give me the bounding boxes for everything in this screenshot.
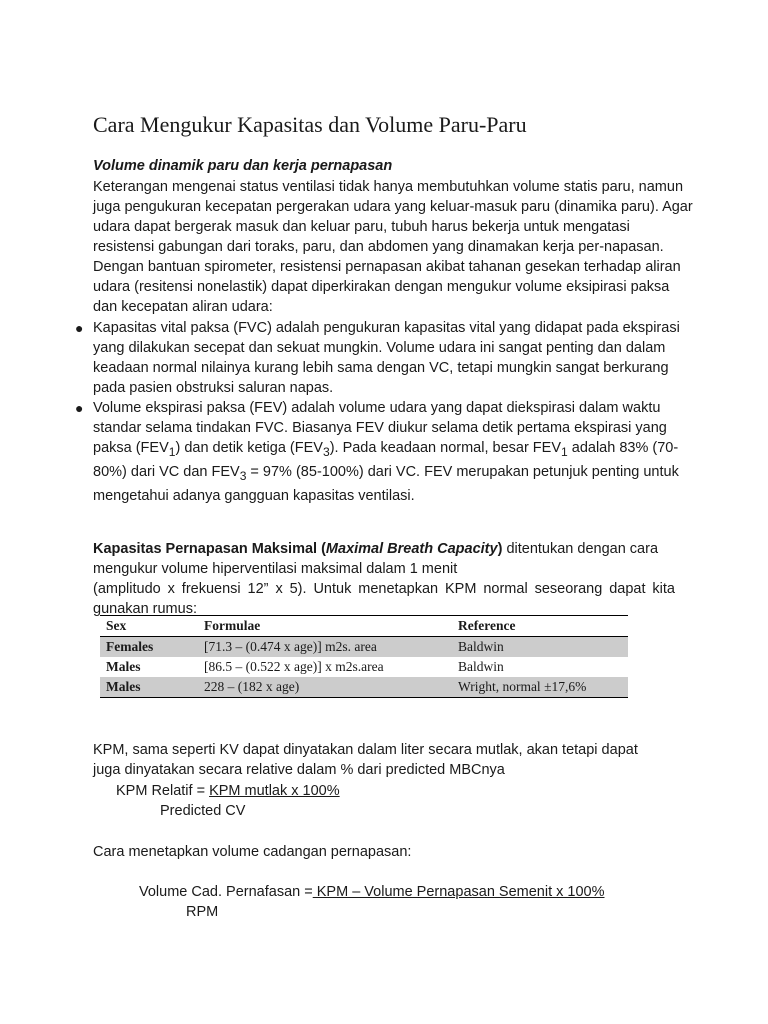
- table-header: Reference: [458, 618, 516, 633]
- table-cell: 228 – (182 x age): [198, 677, 452, 698]
- kpm-note-line1: KPM, sama seperti KV dapat dinyatakan dalam liter secara mutlak, akan tetapi dapat: [93, 742, 638, 758]
- table-row: [100, 637, 628, 658]
- kpm-relatif-formula: KPM Relatif = KPM mutlak x 100%: [116, 783, 340, 799]
- table-cell: Baldwin: [458, 659, 504, 674]
- bullet-icon: ●: [75, 320, 84, 336]
- table-cell: Wright, normal ±17,6%: [452, 677, 628, 698]
- kpm-paragraph: Kapasitas Pernapasan Maksimal (Maximal Breath Capacity) ditentukan dengan cara mengukur volume hiperventilasi maksimal dalam 1 menit (amplitudo x frekuensi 12” x 5). Untuk menetapkan KPM normal seseorang dapat kita gunakan rumus:: [93, 541, 675, 617]
- table-header: Formulae: [204, 618, 261, 633]
- section-subtitle: Volume dinamik paru dan kerja pernapasan: [93, 158, 393, 174]
- formula-denominator: RPM: [186, 904, 219, 920]
- page-title: Cara Mengukur Kapasitas dan Volume Paru-Paru: [93, 112, 527, 137]
- cadangan-formula: Volume Cad. Pernafasan = KPM – Volume Pernapasan Semenit x 100%: [139, 884, 605, 900]
- table-row: [100, 677, 628, 698]
- table-cell: Males: [106, 659, 141, 674]
- kpm-heading: Kapasitas Pernapasan Maksimal (Maximal Breath Capacity): [93, 541, 503, 557]
- formula-numerator: KPM mutlak x 100%: [209, 783, 340, 799]
- bullet-icon: ●: [75, 400, 84, 416]
- formula-numerator: KPM – Volume Pernapasan Semenit x 100%: [312, 884, 605, 900]
- table-cell: Males: [100, 677, 198, 698]
- kpm-note-line2: juga dinyatakan secara relative dalam % dari predicted MBCnya: [93, 762, 505, 778]
- table-header-row: [100, 616, 628, 637]
- table-header: Sex: [106, 618, 127, 633]
- formula-denominator: Predicted CV: [160, 803, 246, 819]
- intro-paragraph: Keterangan mengenai status ventilasi tidak hanya membutuhkan volume statis paru, namun juga pengukuran kecepatan pergerakan udara yang keluar-masuk paru (dinamika paru). Agar udara dapat bergerak masuk dan keluar paru, tubuh harus bekerja untuk mengatasi resistensi gabungan dari toraks, paru, dan abdomen yang dinamakan kerja per-napasan. Dengan bantuan spirometer, resistensi pernapasan akibat tahanan gesekan terhadap aliran udara (resitensi nonelastik) dapat diperkirakan dengan mengukur volume eksipirasi paksa dan kecepatan aliran udara:: [93, 179, 693, 315]
- table-cell: [86.5 – (0.522 x age)] x m2s.area: [204, 659, 384, 674]
- list-item-text: Kapasitas vital paksa (FVC) adalah pengukuran kapasitas vital yang didapat pada ekspirasi yang dilakukan secepat dan sekuat mungkin. Volume udara ini sangat penting dan dalam keadaan normal nilainya kurang lebih sama dengan VC, tetapi mungkin sangat berkurang pada pasien obstruksi saluran napas.: [93, 320, 680, 396]
- table-cell: [71.3 – (0.474 x age)] m2s. area: [198, 637, 452, 658]
- table-cell: Females: [100, 637, 198, 658]
- cadangan-intro: Cara menetapkan volume cadangan pernapasan:: [93, 844, 412, 860]
- table-cell: Baldwin: [452, 637, 628, 658]
- formula-table: [100, 615, 628, 698]
- table-row: [100, 657, 628, 677]
- list-item-text: Volume ekspirasi paksa (FEV) adalah volume udara yang dapat diekspirasi dalam waktu standar selama tindakan FVC. Biasanya FEV diukur selama detik pertama ekspirasi yang paksa $(FEV_1)$ dan detik ketiga $(FEV_3)$. Pada keadaan normal, besar $FEV_1$ adalah 83% (70-80%) dari VC dan $FEV_3 = 97\%$ (85-100%) dari VC. FEV merupakan petunjuk penting untuk mengetahui adanya gangguan kapasitas ventilasi.: [93, 400, 679, 504]
